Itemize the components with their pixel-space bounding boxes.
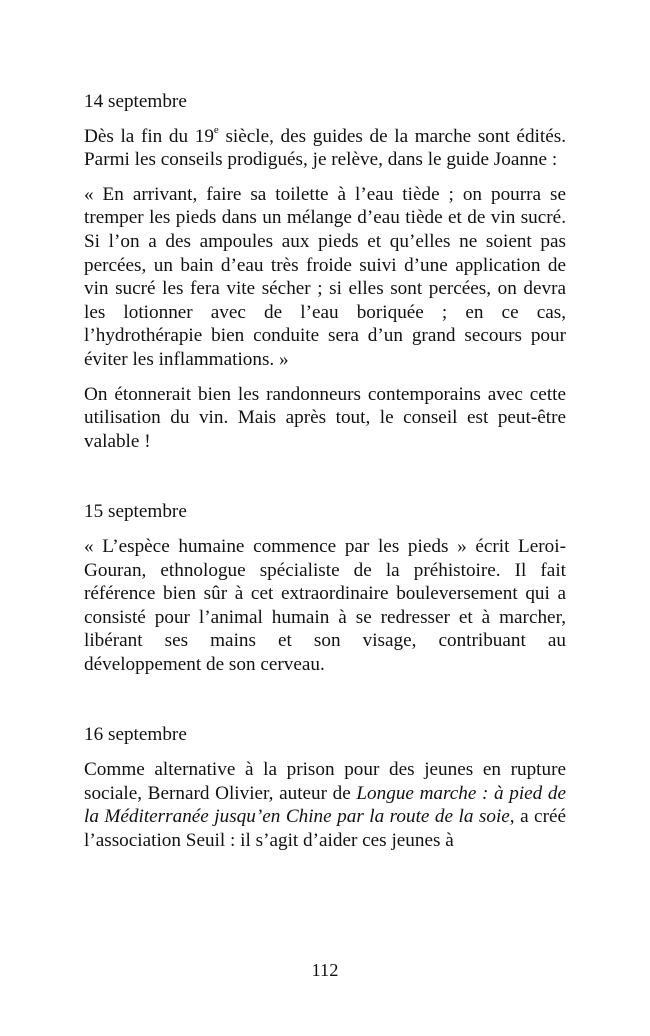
book-title: Longue marche : à pied de la Méditerranée jusqu’en Chine par la route de la soie bbox=[84, 782, 566, 828]
entry-15-septembre bbox=[84, 500, 566, 676]
entry-16-septembre bbox=[84, 723, 566, 852]
paragraph-leroi-gourhan: « L’espèce humaine commence par les pieds » écrit Leroi-Gouran, ethnologue spécialiste de la préhistoire. Il fait référence bien sûr à cet extraordinaire bouleversement qui a consisté pour l’animal humain à se redresser et à marcher, libérant ses mains et son visage, contribuant au développement de son cerveau. bbox=[84, 535, 566, 675]
paragraph-commentary: On étonnerait bien les randonneurs contemporains avec cette utilisation du vin. Mais après tout, le conseil est peut-être valable ! bbox=[84, 383, 566, 452]
paragraph-guides-marche bbox=[84, 125, 566, 172]
paragraph-text: siècle, des guides de la marche sont édités. Parmi les conseils prodigués, je relève, dans le guide Joanne : bbox=[84, 125, 566, 171]
entry-date: 14 septembre bbox=[84, 91, 187, 112]
paragraph-quote-guide-joanne: « En arrivant, faire sa toilette à l’eau tiède ; on pourra se tremper les pieds dans un mélange d’eau tiède et de vin sucré. Si l’on a des ampoules aux pieds et qu’elles ne soient pas percées, un bain d’eau très froide suivi d’une application de vin sucré les fera vite sécher ; si elles sont percées, on devra les lotionner avec de l’eau boriquée ; en ce cas, l’hydrothérapie bien conduite sera d’un grand secours pour éviter les inflammations. » bbox=[84, 183, 566, 370]
superscript-ordinal: e bbox=[213, 124, 219, 137]
paragraph-text: Comme alternative à la prison pour des jeunes en rupture sociale, Bernard Olivier, auteur de bbox=[84, 759, 566, 804]
entry-date: 16 septembre bbox=[84, 724, 187, 746]
entry-14-septembre bbox=[84, 90, 566, 453]
paragraph-text: Dès la fin du 19 bbox=[84, 125, 214, 147]
page-text-block bbox=[84, 90, 566, 863]
page-number: 112 bbox=[311, 960, 339, 980]
paragraph-association-seuil bbox=[84, 758, 566, 852]
entry-date: 15 septembre bbox=[84, 501, 187, 523]
paragraph-text: , a créé l’association Seuil : il s’agit d’aider ces jeunes à bbox=[84, 806, 566, 851]
